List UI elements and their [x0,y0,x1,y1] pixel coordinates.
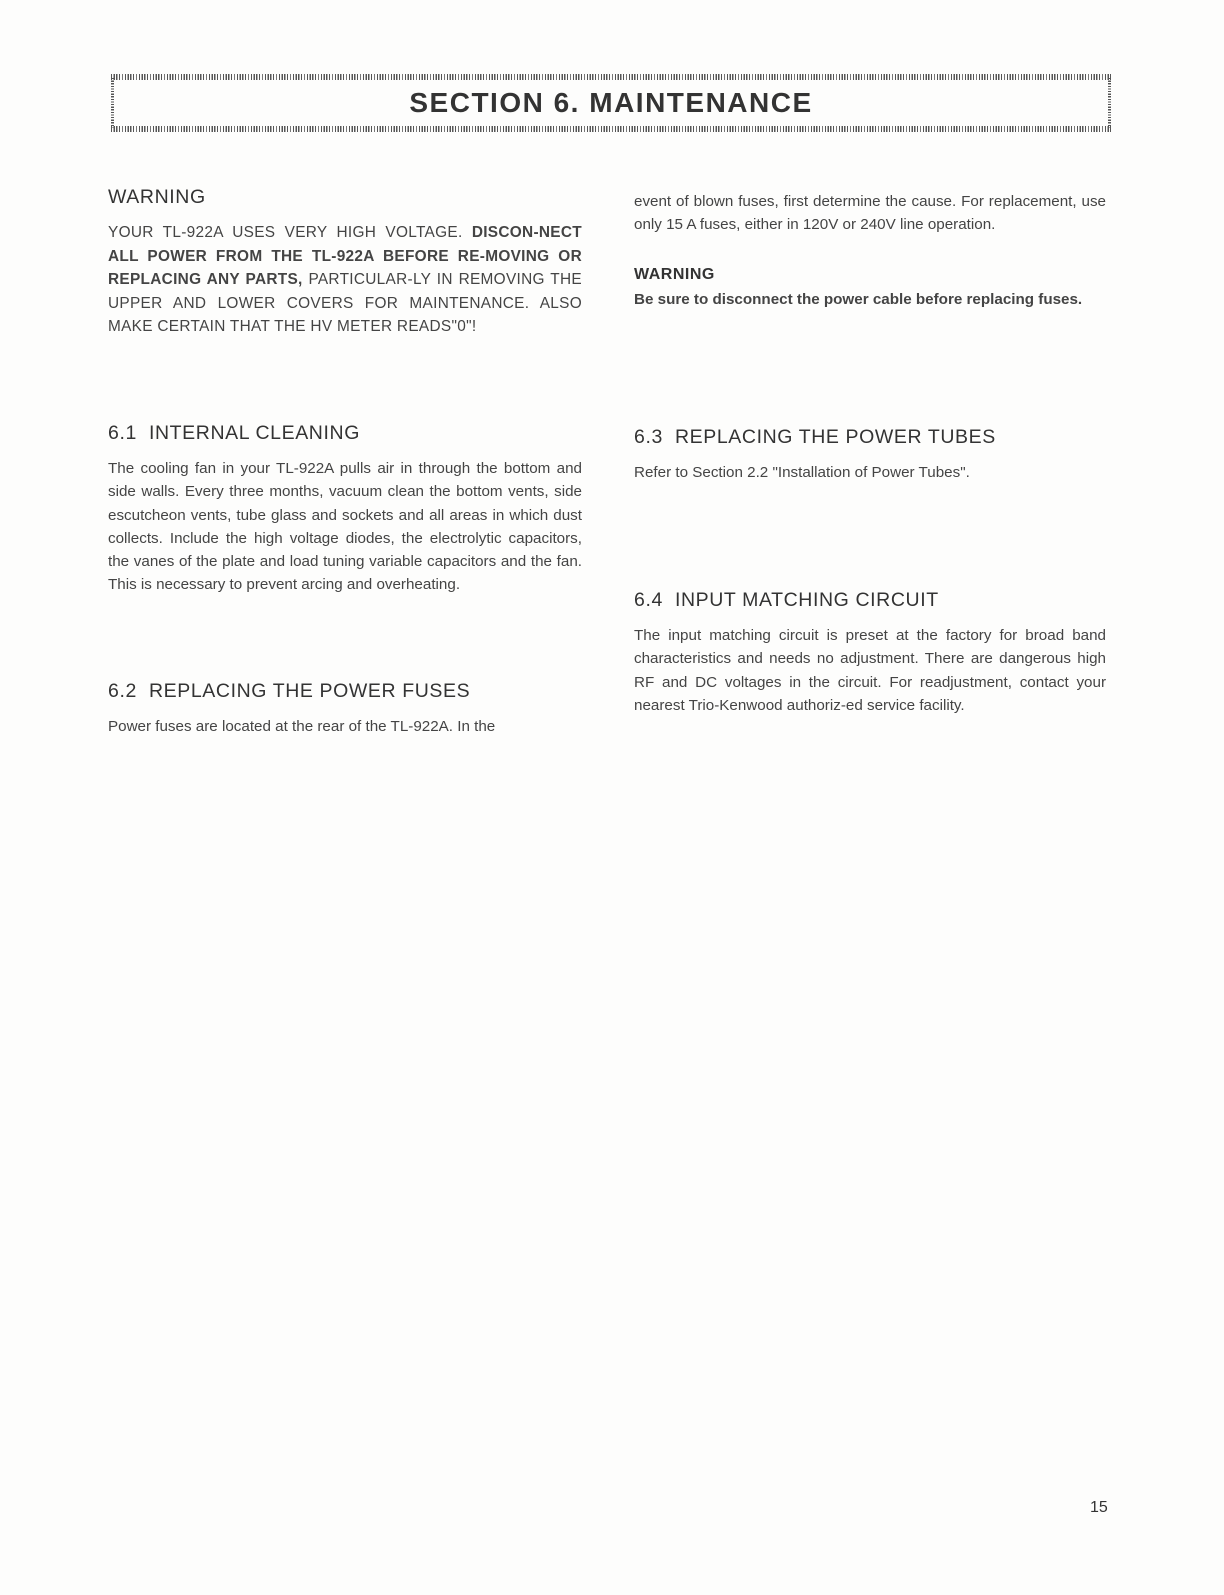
fuse-warning-body: Be sure to disconnect the power cable before replacing fuses. [634,291,1083,308]
warning-heading: WARNING [108,186,206,208]
warning-text-part2: PARTICULAR-LY IN REMOVING THE UPPER AND LOWER COVERS FOR MAINTENANCE. ALSO MAKE CERTAIN THAT THE HV METER READS"0"! [108,271,582,335]
fuse-continuation [634,190,1106,237]
section-6-4 [634,589,1106,717]
warning-text [108,221,582,339]
section-6-1-body: The cooling fan in your TL-922A pulls air in through the bottom and side walls. Every three months, vacuum clean the bottom vents, side escutcheon vents, tube glass and sockets and all areas in which dust collects. Include the high voltage diodes, the electrolytic capacitors, the vanes of the plate and load tuning variable capacitors and the fan. This is necessary to prevent arcing and overheating. [108,460,582,594]
fuse-warning-heading: WARNING [634,266,715,283]
section-6-1 [108,422,582,597]
page-number: 15 [1090,1499,1108,1516]
warning-text-part1: YOUR TL-922A USES VERY HIGH VOLTAGE. [108,224,472,241]
section-6-3-heading: 6.3 REPLACING THE POWER TUBES [634,426,996,448]
section-6-4-heading: 6.4 INPUT MATCHING CIRCUIT [634,589,939,611]
section-banner [111,74,1111,132]
banner-top-rule [111,74,1111,80]
section-6-2-heading: 6.2 REPLACING THE POWER FUSES [108,680,471,702]
banner-bottom-rule [111,126,1111,132]
section-6-3 [634,426,1106,484]
warning-text-bold: DISCON-NECT ALL POWER FROM THE TL-922A BEFORE RE-MOVING OR REPLACING ANY PARTS, [108,224,582,288]
section-6-3-body: Refer to Section 2.2 "Installation of Power Tubes". [634,464,970,481]
warning-block [108,186,582,339]
section-6-2 [108,680,582,738]
section-6-1-heading: 6.1 INTERNAL CLEANING [108,422,360,444]
section-title: SECTION 6. MAINTENANCE [409,87,813,118]
section-6-2-body: Power fuses are located at the rear of the TL-922A. In the [108,718,496,735]
fuse-warning-block [634,266,1106,311]
fuse-continuation-text: event of blown fuses, first determine the cause. For replacement, use only 15 A fuses, either in 120V or 240V line operation. [634,193,1106,234]
section-6-4-body: The input matching circuit is preset at the factory for broad band characteristics and needs no adjustment. There are dangerous high RF and DC voltages in the circuit. For readjustment, contact your nearest Trio-Kenwood authoriz-ed service facility. [634,627,1106,714]
